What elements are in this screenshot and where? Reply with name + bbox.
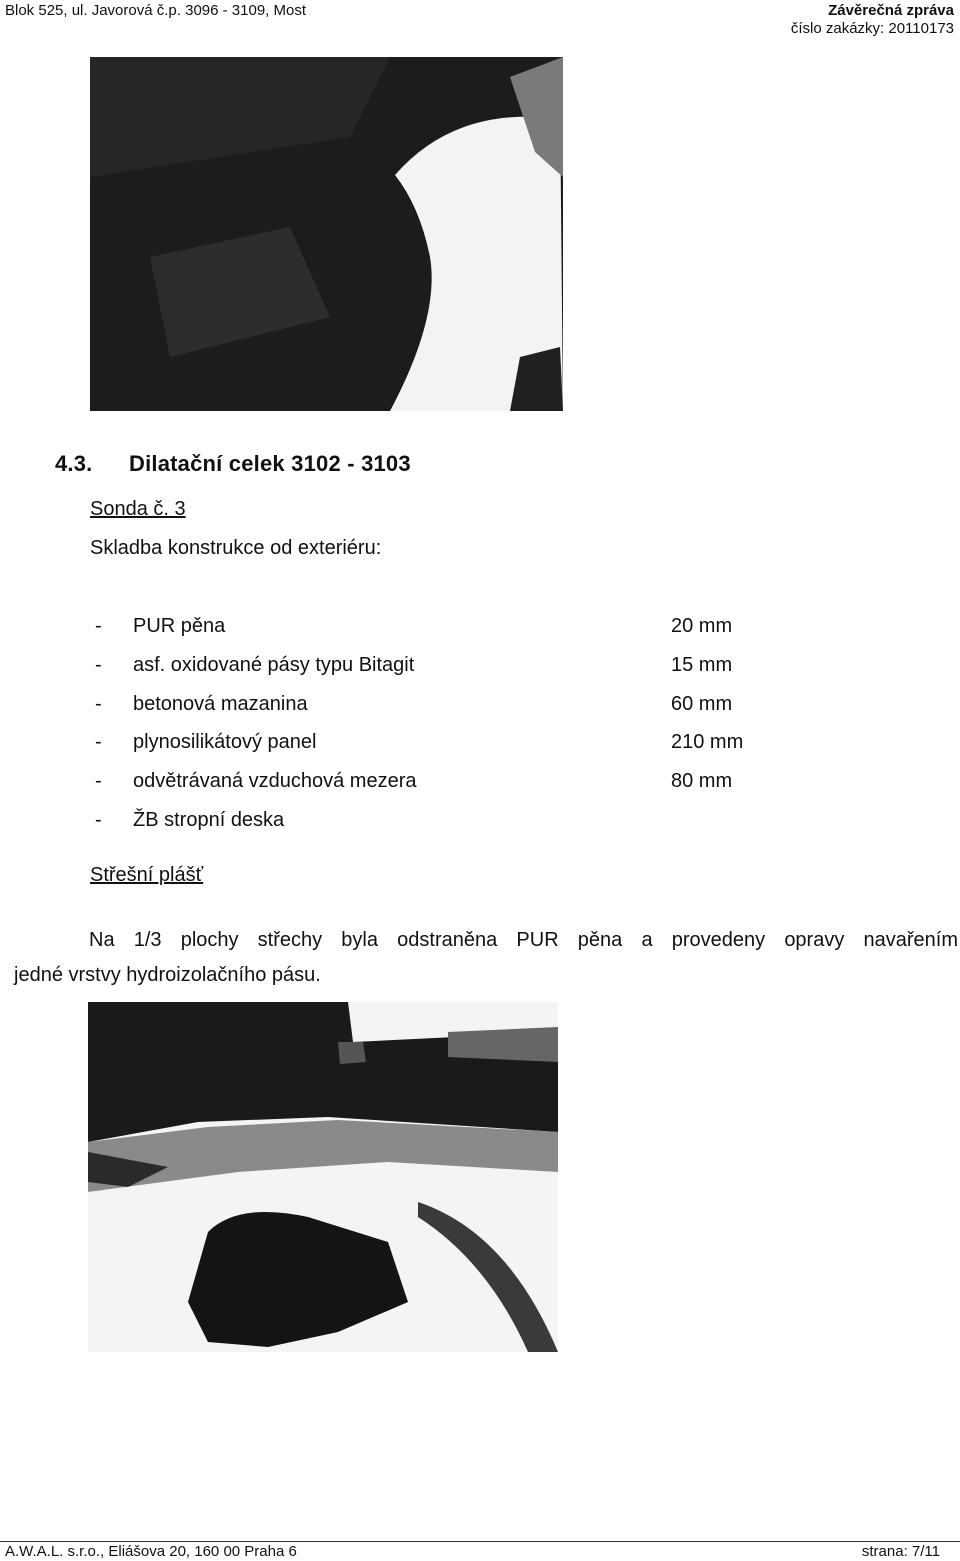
probe-label: Sonda č. 3 <box>90 498 186 520</box>
layer-name: plynosilikátový panel <box>133 731 317 754</box>
page-number: strana: 7/11 <box>861 1543 940 1560</box>
layer-item: - odvětrávaná vzduchová mezera 80 mm <box>95 767 815 806</box>
layer-list <box>95 612 815 845</box>
layer-thickness: 20 mm <box>671 615 733 637</box>
layer-name: ŽB stropní deska <box>133 808 285 831</box>
layer-item: - plynosilikátový panel 210 mm <box>95 728 815 767</box>
roof-line-1: Na 1/3 plochy střechy byla odstraněna PUR pěna a provedeny opravy navařením <box>89 929 958 951</box>
layer-name: odvětrávaná vzduchová mezera <box>133 770 417 793</box>
layer-thickness <box>671 806 811 845</box>
header-left: Blok 525, ul. Javorová č.p. 3096 - 3109, Most <box>5 2 307 19</box>
photo-probe-detail <box>90 57 563 411</box>
order-number: číslo zakázky: 20110173 <box>790 20 954 37</box>
layer-item: - asf. oxidované pásy typu Bitagit 15 mm <box>95 651 815 690</box>
roof-line-2: jedné vrstvy hydroizolačního pásu. <box>14 964 321 986</box>
header-right <box>791 2 954 38</box>
layer-item: - ŽB stropní deska <box>95 806 815 845</box>
layer-thickness: 80 mm <box>671 770 733 793</box>
section-heading <box>55 451 411 477</box>
report-title: Závěrečná zpráva <box>828 2 954 19</box>
roof-paragraph <box>14 923 958 993</box>
footer-rule <box>0 1541 960 1542</box>
layer-thickness: 210 mm <box>671 731 744 754</box>
footer-company: A.W.A.L. s.r.o., Eliášova 20, 160 00 Praha 6 <box>5 1543 297 1560</box>
layer-name: asf. oxidované pásy typu Bitagit <box>133 653 415 676</box>
section-title: Dilatační celek 3102 - 3103 <box>129 451 411 476</box>
photo-roof <box>88 1002 558 1352</box>
layer-thickness: 60 mm <box>671 692 733 715</box>
layer-name: betonová mazanina <box>133 692 308 715</box>
layer-name: PUR pěna <box>133 615 226 637</box>
layer-thickness: 15 mm <box>671 653 733 676</box>
composition-label: Skladba konstrukce od exteriéru: <box>90 537 382 559</box>
layer-item: - betonová mazanina 60 mm <box>95 690 815 729</box>
section-number: 4.3. <box>55 451 93 476</box>
roof-title: Střešní plášť <box>90 864 204 886</box>
layer-item: - PUR pěna 20 mm <box>95 612 815 651</box>
